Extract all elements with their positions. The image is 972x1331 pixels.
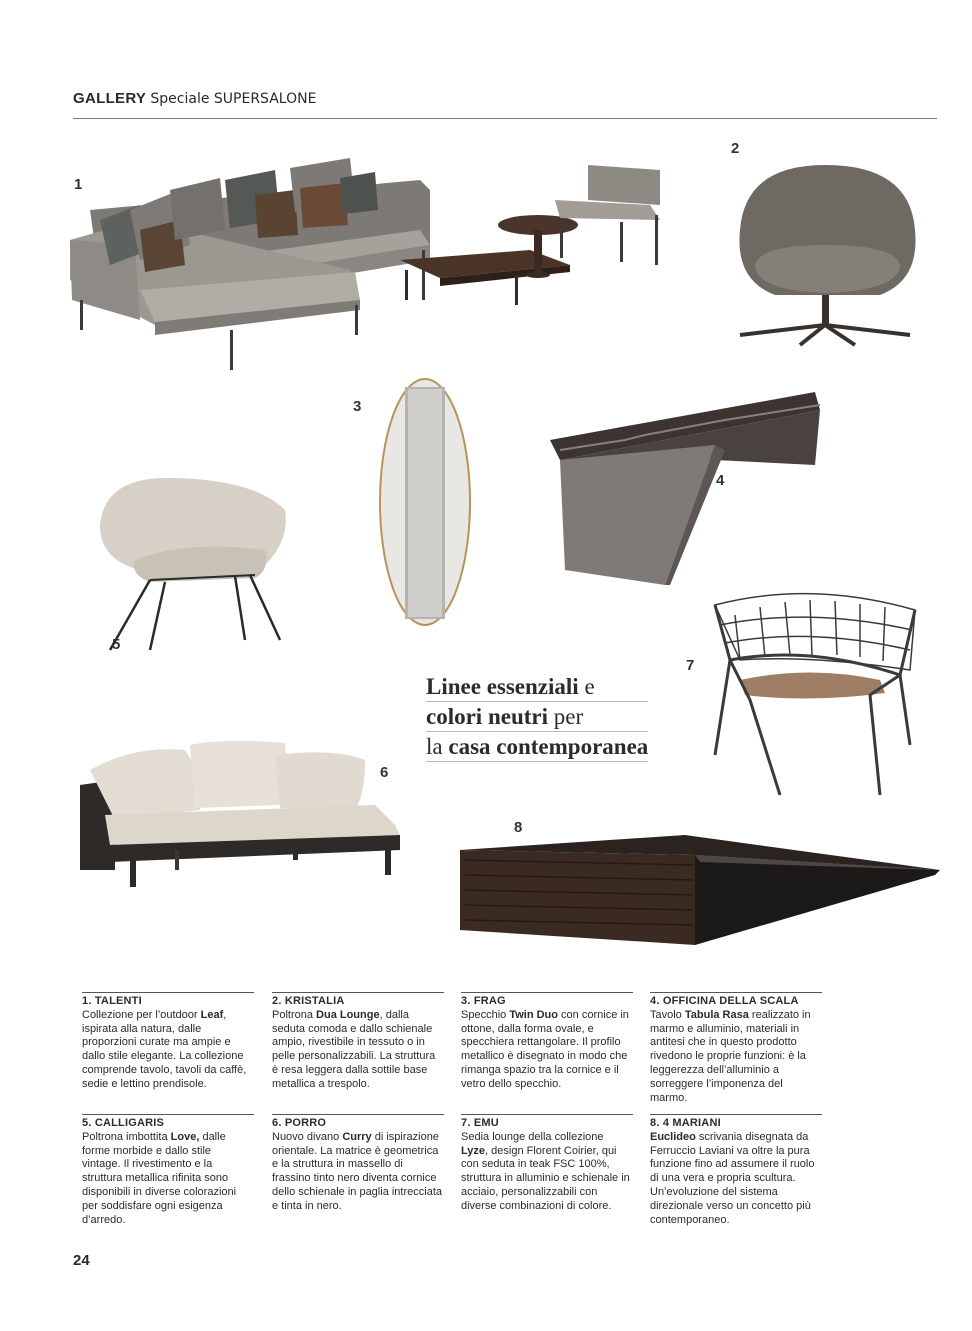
caption-2-product: Dua Lounge	[316, 1008, 380, 1021]
tabula-rasa-table-image	[545, 390, 825, 590]
number-8: 8	[514, 819, 523, 836]
caption-6-pre: Nuovo divano	[272, 1130, 343, 1143]
caption-6-post: di ispirazione orientale. La matrice è geometrica e la struttura in massello di frassino tinto nero diventa cornice dello schienale in paglia intrecciata e tinta in nero.	[272, 1130, 442, 1212]
section-title: GALLERY	[73, 90, 147, 107]
caption-1-body	[82, 1009, 252, 1092]
caption-2-title: 2. KRISTALIA	[272, 995, 345, 1007]
caption-5-pre: Poltrona imbottita	[82, 1130, 171, 1143]
caption-2	[272, 992, 442, 1092]
headline-line-3-bold: casa contemporanea	[448, 734, 649, 759]
caption-1	[82, 992, 252, 1092]
section-subtitle: Speciale SUPERSALONE	[150, 91, 317, 107]
caption-3-product: Twin Duo	[509, 1008, 558, 1021]
headline	[426, 672, 648, 762]
caption-7-product: Lyze	[461, 1144, 486, 1157]
caption-4-rule	[650, 992, 822, 993]
caption-5-product: Love,	[170, 1130, 200, 1143]
header-rule	[73, 118, 937, 119]
caption-2-pre: Poltrona	[272, 1008, 317, 1021]
caption-8-rule	[650, 1114, 822, 1115]
caption-1-post: , ispirata alla natura, dalle proporzioni curate ma ampie e dallo stile elegante. La collezione comprende tavolo, tavoli da caffè, sedie e lettino prendisole.	[82, 1008, 247, 1090]
caption-4-body	[650, 1009, 820, 1106]
caption-3-title: 3. FRAG	[461, 995, 506, 1007]
caption-4-pre: Tavolo	[650, 1008, 685, 1021]
caption-2-rule	[272, 992, 444, 993]
caption-4-post: realizzato in marmo e alluminio, materiali in antitesi che in questo prodotto rivedono le proprie funzioni: è la leggerezza dell’alluminio a sorreggere l’imponenza del marmo.	[650, 1008, 811, 1104]
page-header	[73, 90, 316, 107]
headline-line-1-regular: e	[578, 674, 595, 699]
caption-6-rule	[272, 1114, 444, 1115]
caption-6-body	[272, 1131, 442, 1214]
headline-line-1-bold: Linee essenziali	[426, 674, 579, 699]
curry-sofa-image	[75, 740, 405, 890]
caption-1-pre: Collezione per l’outdoor	[82, 1008, 201, 1021]
caption-1-product: Leaf	[200, 1008, 224, 1021]
caption-8	[650, 1114, 820, 1227]
page-number: 24	[73, 1252, 90, 1269]
caption-8-body	[650, 1131, 820, 1228]
caption-3-pre: Specchio	[461, 1008, 510, 1021]
caption-6-title: 6. PORRO	[272, 1117, 327, 1129]
caption-5-post: dalle forme morbide e dallo stile vintage. Il rivestimento e la struttura metallica rifinita sono disponibili in diverse colorazioni per soddisfare ogni esigenza d’arredo.	[82, 1130, 237, 1226]
caption-8-post: scrivania disegnata da Ferruccio Laviani va oltre la pura funzione fino ad assumere il ruolo di una vera e propria scultura. Un’evoluzione del sistema direzionale verso un concetto più contemporaneo.	[650, 1130, 815, 1226]
number-7: 7	[686, 657, 695, 674]
headline-line-3-regular: la	[426, 734, 449, 759]
love-armchair-image	[95, 470, 295, 655]
headline-line-1	[426, 672, 648, 702]
caption-3-post: con cornice in ottone, dalla forma ovale, e specchiera rettangolare. Il profilo metallico è disegnato in modo che rimanga spazio tra la cornice e il vetro dello specchio.	[461, 1008, 629, 1090]
caption-8-title: 8. 4 MARIANI	[650, 1117, 721, 1129]
caption-6-product: Curry	[342, 1130, 372, 1143]
headline-line-2-regular: per	[548, 704, 584, 729]
number-6: 6	[380, 764, 389, 781]
euclideo-desk-image	[455, 830, 945, 950]
caption-1-rule	[82, 992, 254, 993]
number-5: 5	[112, 636, 121, 653]
caption-6	[272, 1114, 442, 1214]
caption-4-title: 4. OFFICINA DELLA SCALA	[650, 995, 799, 1007]
caption-4	[650, 992, 820, 1105]
caption-2-post: , dalla seduta comoda e dallo schienale ampio, rivestibile in tessuto o in pelle personalizzabili. La struttura è resa leggera dalla sottile base metallica a trespolo.	[272, 1008, 436, 1090]
caption-7-rule	[461, 1114, 633, 1115]
caption-7-body	[461, 1131, 631, 1214]
twin-duo-mirror-image	[375, 375, 475, 630]
caption-7-title: 7. EMU	[461, 1117, 499, 1129]
lyze-lounge-chair-image	[700, 585, 925, 805]
number-4: 4	[716, 472, 725, 489]
caption-5-title: 5. CALLIGARIS	[82, 1117, 165, 1129]
headline-line-3	[426, 732, 648, 762]
caption-5-rule	[82, 1114, 254, 1115]
caption-1-title: 1. TALENTI	[82, 995, 142, 1007]
caption-4-product: Tabula Rasa	[684, 1008, 749, 1021]
number-3: 3	[353, 398, 362, 415]
sofa-leaf-image	[60, 150, 670, 380]
caption-3-body	[461, 1009, 631, 1092]
number-2: 2	[731, 140, 740, 157]
headline-line-2	[426, 702, 648, 732]
number-1: 1	[74, 176, 83, 193]
caption-7-post: , design Florent Coirier, qui con seduta in teak FSC 100%, struttura in alluminio e schienale in acciaio, personalizzabili con diverse combinazioni di colore.	[461, 1144, 630, 1212]
dua-lounge-chair-image	[730, 160, 930, 350]
caption-3	[461, 992, 631, 1092]
caption-7	[461, 1114, 631, 1214]
headline-line-2-bold: colori neutri	[426, 704, 548, 729]
caption-5-body	[82, 1131, 252, 1228]
caption-8-product: Euclideo	[650, 1130, 696, 1143]
caption-2-body	[272, 1009, 442, 1092]
caption-5	[82, 1114, 252, 1227]
caption-3-rule	[461, 992, 633, 993]
caption-7-pre: Sedia lounge della collezione	[461, 1130, 604, 1143]
